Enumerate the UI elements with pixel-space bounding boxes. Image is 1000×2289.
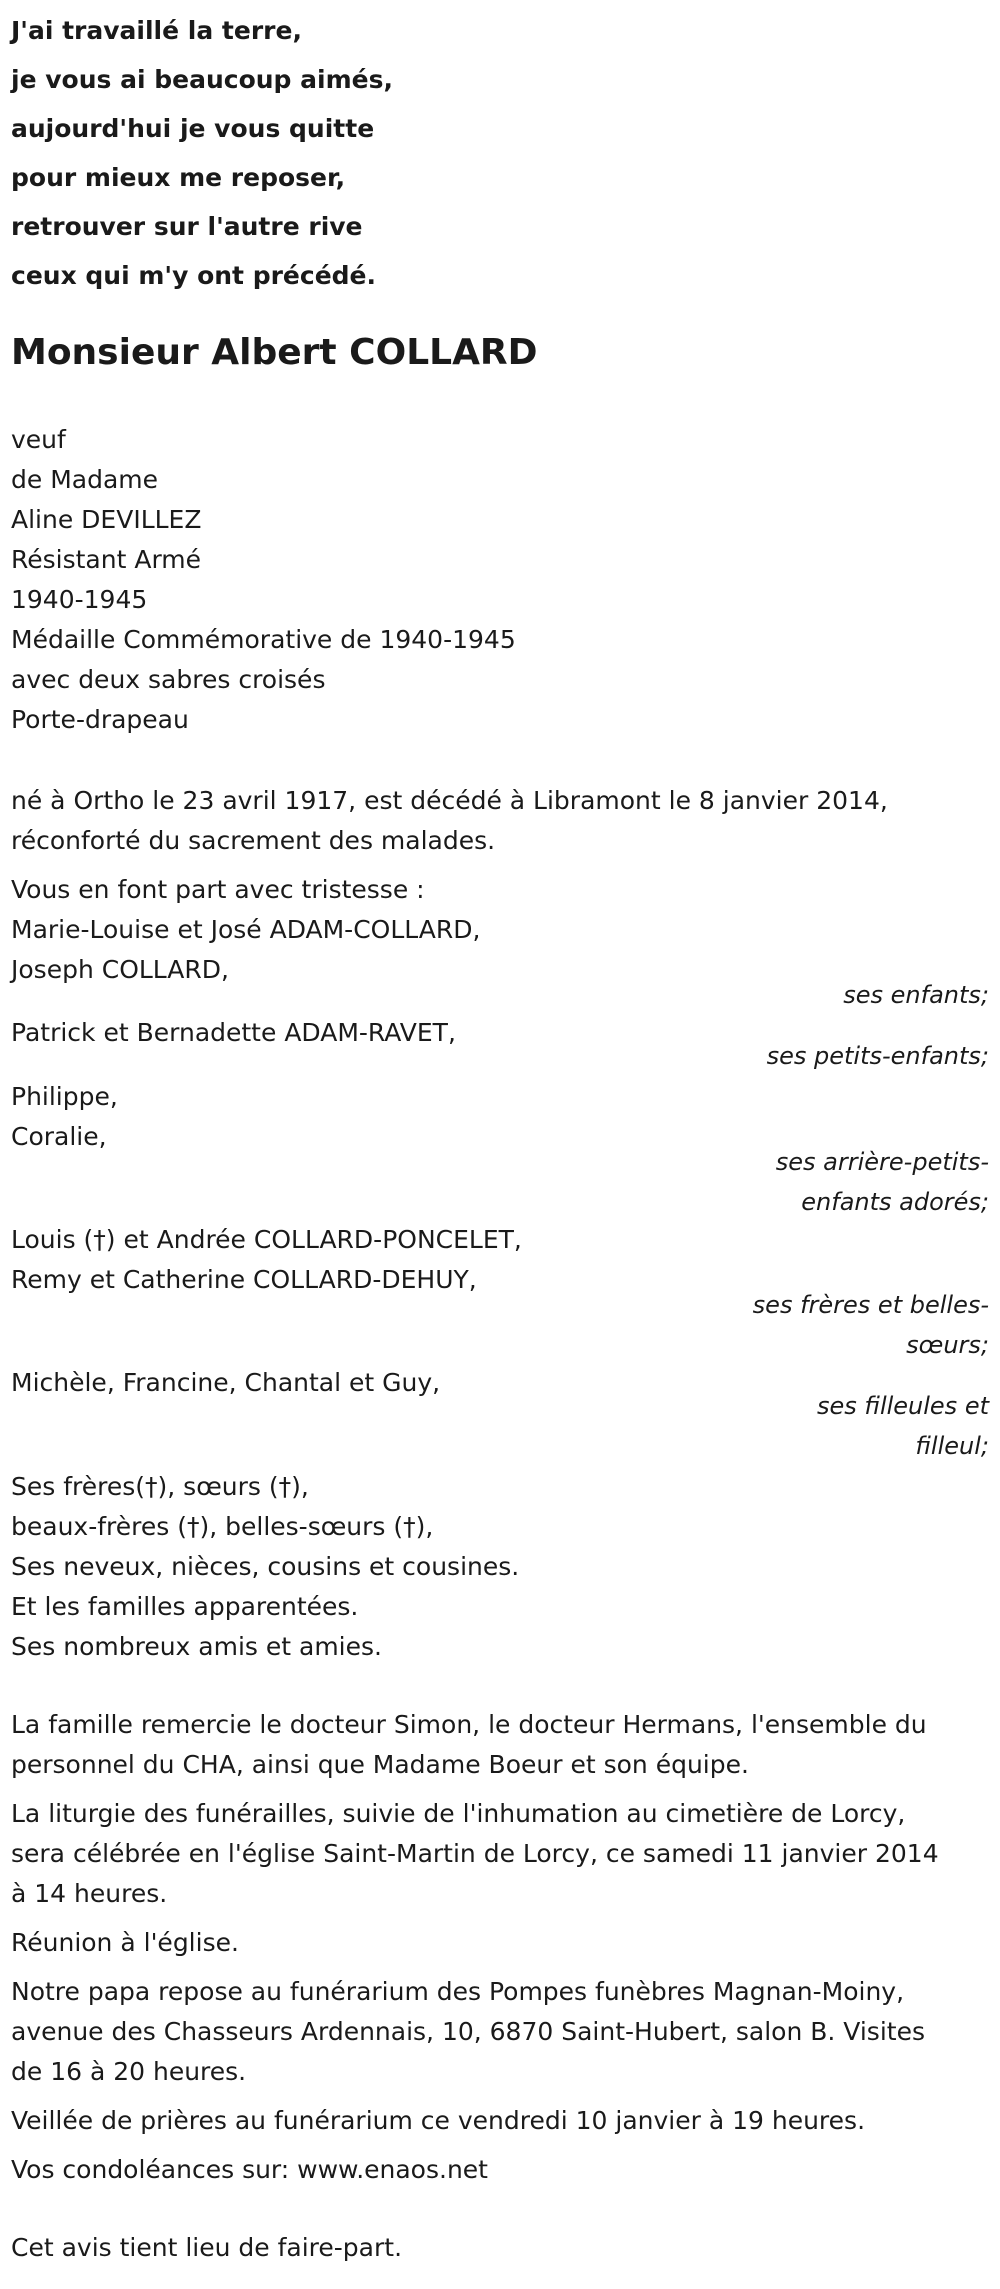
grandchildren-role: ses petits-enfants; — [766, 1042, 989, 1070]
detail-line: Porte-drapeau — [11, 705, 189, 734]
godchildren-role: ses filleules et filleul; — [817, 1392, 989, 1460]
meeting-note: Réunion à l'église. — [11, 1928, 239, 1957]
family-name-line: Ses neveux, nièces, cousins et cousines. — [11, 1552, 520, 1581]
condolences-note: Vos condoléances sur: www.enaos.net — [11, 2155, 488, 2184]
other-relatives — [11, 1467, 991, 1667]
birth-death-line: réconforté du sacrement des malades. — [11, 826, 496, 855]
deceased-name: Monsieur Albert COLLARD — [11, 332, 538, 373]
family-name-line: beaux-frères (†), belles-sœurs (†), — [11, 1512, 434, 1541]
liturgy-paragraph: La liturgie des funérailles, suivie de l'inhumation au cimetière de Lorcy, sera célébrée en l'église Saint-Martin de Lorcy, ce samedi 11 janvier 2014 à 14 heures. — [11, 1799, 939, 1908]
siblings-role: ses frères et belles- sœurs; — [752, 1291, 989, 1359]
poem-line: aujourd'hui je vous quitte — [11, 114, 375, 143]
detail-line: 1940-1945 — [11, 585, 148, 614]
thanks-paragraph: La famille remercie le docteur Simon, le docteur Hermans, l'ensemble du personnel du CHA, ainsi que Madame Boeur et son équipe. — [11, 1710, 927, 1779]
poem — [11, 6, 989, 300]
great-grandchildren-role: ses arrière-petits- enfants adorés; — [775, 1148, 989, 1216]
vigil-note: Veillée de prières au funérarium ce vendredi 10 janvier à 19 heures. — [11, 2106, 866, 2135]
detail-line: Aline DEVILLEZ — [11, 505, 202, 534]
detail-line: de Madame — [11, 465, 159, 494]
poem-line: ceux qui m'y ont précédé. — [11, 261, 377, 290]
poem-line: je vous ai beaucoup aimés, — [11, 65, 393, 94]
family-name-line: Joseph COLLARD, — [11, 955, 229, 984]
family-name-line: Marie-Louise et José ADAM-COLLARD, — [11, 915, 481, 944]
family-name-line: Patrick et Bernadette ADAM-RAVET, — [11, 1018, 456, 1047]
family-name-line: Philippe, — [11, 1082, 118, 1111]
detail-line: Résistant Armé — [11, 545, 202, 574]
announce-intro: Vous en font part avec tristesse : — [11, 875, 425, 904]
poem-line: pour mieux me reposer, — [11, 163, 346, 192]
birth-death — [11, 781, 991, 861]
children-role: ses enfants; — [843, 981, 989, 1009]
family-name-line: Remy et Catherine COLLARD-DEHUY, — [11, 1265, 477, 1294]
family-name-line: Michèle, Francine, Chantal et Guy, — [11, 1368, 441, 1397]
detail-line: veuf — [11, 425, 66, 454]
family-name-line: Coralie, — [11, 1122, 107, 1151]
funeral-home-paragraph: Notre papa repose au funérarium des Pompes funèbres Magnan-Moiny, avenue des Chasseurs Ardennais, 10, 6870 Saint-Hubert, salon B. Visites de 16 à 20 heures. — [11, 1977, 925, 2086]
poem-line: J'ai travaillé la terre, — [11, 16, 302, 45]
detail-line: Médaille Commémorative de 1940-1945 — [11, 625, 516, 654]
family-name-line: Et les familles apparentées. — [11, 1592, 359, 1621]
closing-note: Cet avis tient lieu de faire-part. — [11, 2233, 403, 2262]
family-name-line: Louis (†) et Andrée COLLARD-PONCELET, — [11, 1225, 522, 1254]
detail-line: avec deux sabres croisés — [11, 665, 326, 694]
family-name-line: Ses frères(†), sœurs (†), — [11, 1472, 309, 1501]
birth-death-line: né à Ortho le 23 avril 1917, est décédé à Libramont le 8 janvier 2014, — [11, 786, 888, 815]
details — [11, 420, 989, 740]
poem-line: retrouver sur l'autre rive — [11, 212, 363, 241]
family-name-line: Ses nombreux amis et amies. — [11, 1632, 382, 1661]
